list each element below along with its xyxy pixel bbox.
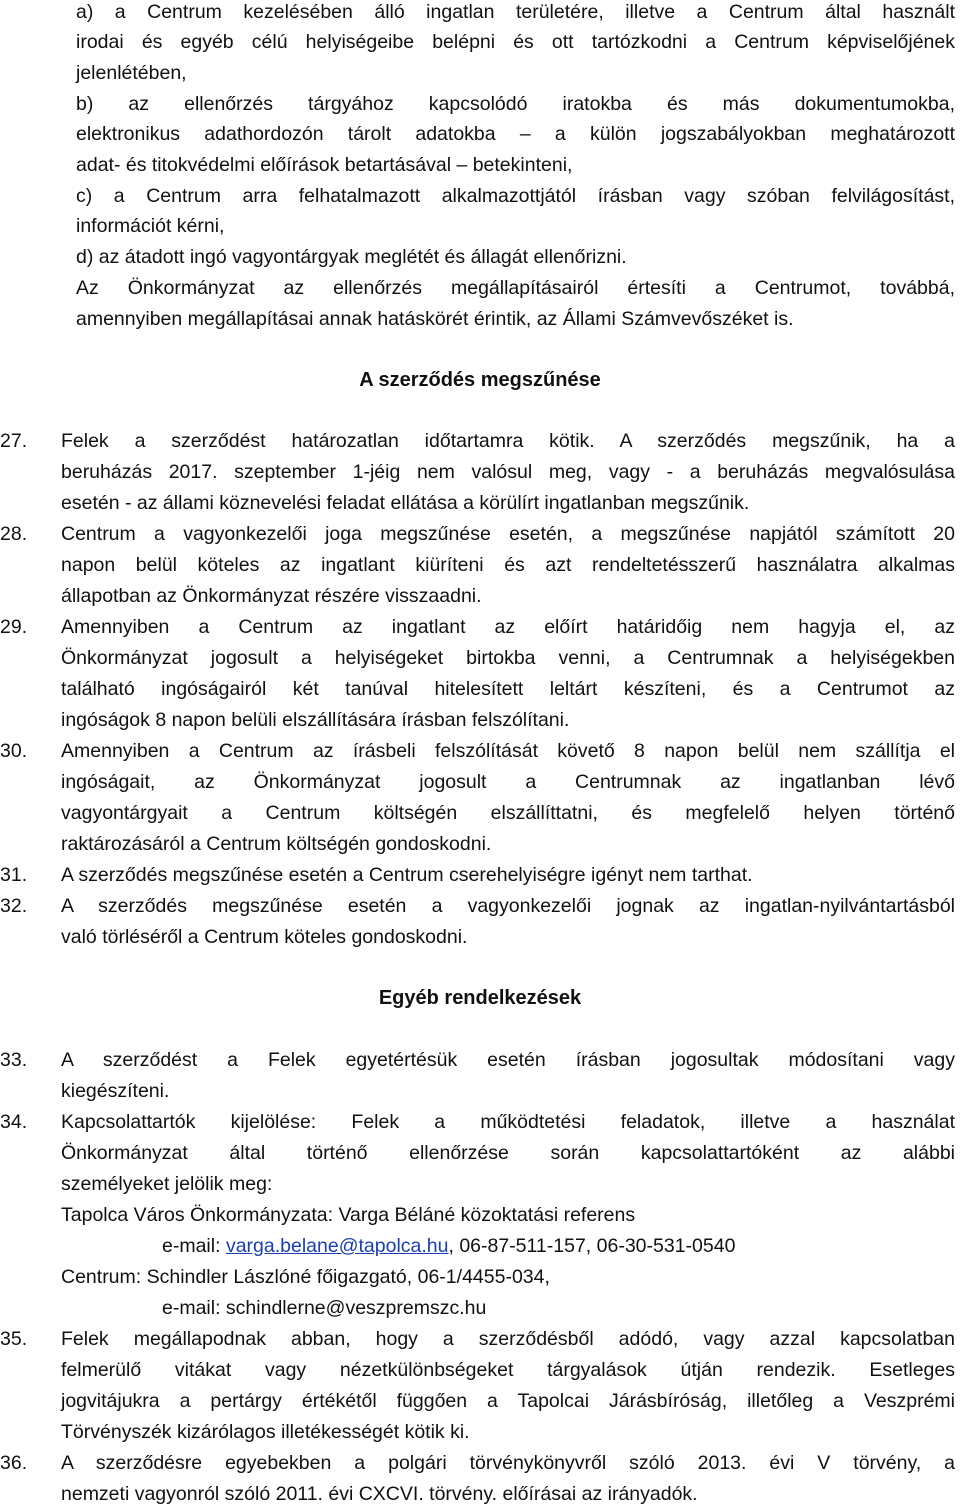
section-heading-termination: A szerződés megszűnése <box>359 369 601 391</box>
contact-phones: , 06-87-511-157, 06-30-531-0540 <box>448 1235 736 1257</box>
item-29-line-2: Önkormányzat jogosult a helyiségeket birtokba venni, a Centrumnak a helyiségekben <box>61 647 955 669</box>
item-number: 28. <box>0 523 28 545</box>
item-number: 35. <box>0 1328 28 1350</box>
item-32-line-2: való törléséről a Centrum köteles gondoskodni. <box>61 926 468 948</box>
item-number: 29. <box>0 616 28 638</box>
item-number: 33. <box>0 1049 28 1071</box>
item-33-line-1: A szerződést a Felek egyetértésük esetén írásban jogosultak módosítani vagy <box>61 1049 955 1071</box>
item-number: 34. <box>0 1111 28 1133</box>
intro-a-line-2: irodai és egyéb célú helyiségeibe belépni és ott tartózkodni a Centrum képviselőjének <box>76 31 955 53</box>
intro-c-line-2: információt kérni, <box>76 215 225 237</box>
item-29-line-3: található ingóságairól két tanúval hitelesített leltárt készíteni, és a Centrumot az <box>61 678 955 700</box>
intro-d-line-1: d) az átadott ingó vagyontárgyak meglétét és állagát ellenőrizni. <box>76 246 627 268</box>
contact-centrum-email: e-mail: schindlerne@veszpremszc.hu <box>162 1297 487 1319</box>
intro-b-line-3: adat- és titokvédelmi előírások betartásával – betekinteni, <box>76 154 573 176</box>
item-29-line-1: Amennyiben a Centrum az ingatlant az előírt határidőig nem hagyja el, az <box>61 616 955 638</box>
item-28-line-1: Centrum a vagyonkezelői joga megszűnése esetén, a megszűnése napjától számított 20 <box>61 523 955 545</box>
item-28-line-2: napon belül köteles az ingatlant kiüríteni és azt rendeltetésszerű használatra alkalmas <box>61 554 955 576</box>
contact-centrum: Centrum: Schindler Lászlóné főigazgató, 06-1/4455-034, <box>61 1266 550 1288</box>
item-35-line-4: Törvényszék kizárólagos illetékességét kötik ki. <box>61 1421 470 1443</box>
item-35-line-1: Felek megállapodnak abban, hogy a szerződésből adódó, vagy azzal kapcsolatban <box>61 1328 955 1350</box>
item-27-line-1: Felek a szerződést határozatlan időtartamra kötik. A szerződés megszűnik, ha a <box>61 430 955 452</box>
item-29-line-4: ingóságok 8 napon belüli elszállítására írásban felszólítani. <box>61 709 570 731</box>
item-30-line-2: ingóságait, az Önkormányzat jogosult a Centrumnak az ingatlanban lévő <box>61 771 955 793</box>
contact-municipality: Tapolca Város Önkormányzata: Varga Béláné közoktatási referens <box>61 1204 636 1226</box>
item-33-line-2: kiegészíteni. <box>61 1080 170 1102</box>
item-32-line-1: A szerződés megszűnése esetén a vagyonkezelői jognak az ingatlan-nyilvántartásból <box>61 895 955 917</box>
intro-c-line-1: c) a Centrum arra felhatalmazott alkalmazottjától írásban vagy szóban felvilágosítást, <box>76 185 955 207</box>
email-label: e-mail: <box>162 1235 226 1257</box>
contact-municipality-email-line <box>162 1234 735 1258</box>
item-number: 32. <box>0 895 28 917</box>
item-30-line-4: raktározásáról a Centrum költségén gondoskodni. <box>61 833 492 855</box>
item-27-line-2: beruházás 2017. szeptember 1-jéig nem valósul meg, vagy - a beruházás megvalósulása <box>61 461 955 483</box>
item-34-line-1: Kapcsolattartók kijelölése: Felek a működtetési feladatok, illetve a használat <box>61 1111 955 1133</box>
item-36-line-1: A szerződésre egyebekben a polgári törvénykönyvről szóló 2013. évi V törvény, a <box>61 1452 955 1474</box>
item-30-line-3: vagyontárgyait a Centrum költségén elszállíttatni, és megfelelő helyen történő <box>61 802 955 824</box>
item-34-line-3: személyeket jelölik meg: <box>61 1173 273 1195</box>
intro-a-line-1: a) a Centrum kezelésében álló ingatlan területére, illetve a Centrum által használt <box>76 1 955 23</box>
item-35-line-2: felmerülő vitákat vagy nézetkülönbségeket tárgyalások útján rendezik. Esetleges <box>61 1359 955 1381</box>
intro-closing-line-2: amennyiben megállapításai annak hatáskörét érintik, az Állami Számvevőszéket is. <box>76 308 794 330</box>
intro-closing-line-1: Az Önkormányzat az ellenőrzés megállapításairól értesíti a Centrumot, továbbá, <box>76 277 955 299</box>
item-27-line-3: esetén - az állami köznevelési feladat ellátása a körülírt ingatlanban megszűnik. <box>61 492 750 514</box>
email-link[interactable]: varga.belane@tapolca.hu <box>225 1235 449 1257</box>
intro-b-line-1: b) az ellenőrzés tárgyához kapcsolódó iratokba és más dokumentumokba, <box>76 93 955 115</box>
intro-a-line-3: jelenlétében, <box>76 62 187 84</box>
intro-b-line-2: elektronikus adathordozón tárolt adatokba – a külön jogszabályokban meghatározott <box>76 123 955 145</box>
section-heading-other-provisions: Egyéb rendelkezések <box>378 987 582 1009</box>
item-31-line-1: A szerződés megszűnése esetén a Centrum cserehelyiségre igényt nem tarthat. <box>61 864 753 886</box>
item-30-line-1: Amennyiben a Centrum az írásbeli felszólítását követő 8 napon belül nem szállítja el <box>61 740 955 762</box>
item-number: 31. <box>0 864 28 886</box>
item-35-line-3: jogvitájukra a pertárgy értékétől függően a Tapolcai Járásbíróság, illetőleg a Veszprémi <box>61 1390 955 1412</box>
item-28-line-3: állapotban az Önkormányzat részére visszaadni. <box>61 585 482 607</box>
item-number: 36. <box>0 1452 28 1474</box>
item-36-line-2: nemzeti vagyonról szóló 2011. évi CXCVI. törvény. előírásai az irányadók. <box>61 1483 698 1505</box>
item-number: 27. <box>0 430 28 452</box>
item-number: 30. <box>0 740 28 762</box>
item-34-line-2: Önkormányzat által történő ellenőrzése során kapcsolattartóként az alábbi <box>61 1142 955 1164</box>
